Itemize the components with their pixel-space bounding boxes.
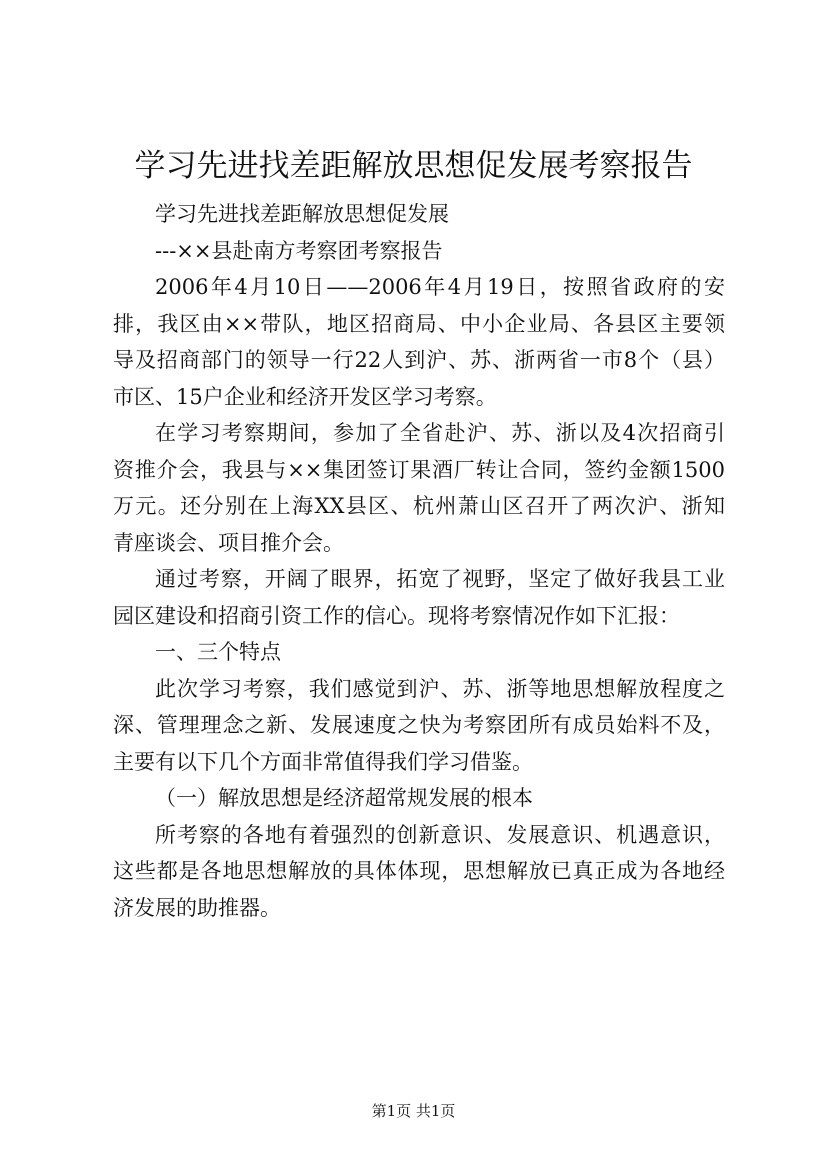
body-line: 万元。还分别在上海XX县区、杭州萧山区召开了两次沪、浙知 — [113, 494, 725, 518]
body-line: 深、管理理念之新、发展速度之快为考察团所有成员始料不及， — [113, 713, 725, 737]
body-line: 此次学习考察，我们感觉到沪、苏、浙等地思想解放程度之 — [155, 676, 725, 701]
body-line: 主要有以下几个方面非常值得我们学习借鉴。 — [113, 749, 533, 774]
body-line: 在学习考察期间，参加了全省赴沪、苏、浙以及4次招商引 — [155, 421, 725, 445]
body-line: ---××县赴南方考察团考察报告 — [155, 238, 443, 263]
body-line: 学习先进找差距解放思想促发展 — [155, 202, 449, 226]
document-body — [113, 196, 725, 926]
document-title: 学习先进找差距解放思想促发展考察报告 — [134, 148, 693, 184]
body-line: 一、三个特点 — [155, 640, 281, 664]
body-line: 所考察的各地有着强烈的创新意识、发展意识、机遇意识， — [155, 822, 725, 847]
body-line: 导及招商部门的领导一行22人到沪、苏、浙两省一市8个（县） — [113, 348, 725, 372]
body-line: （一）解放思想是经济超常规发展的根本 — [155, 786, 533, 810]
body-line: 通过考察，开阔了眼界，拓宽了视野，坚定了做好我县工业 — [155, 567, 725, 591]
body-line: 资推介会，我县与××集团签订果酒厂转让合同，签约金额1500 — [113, 457, 725, 482]
body-line: 青座谈会、项目推介会。 — [113, 530, 344, 555]
body-line: 园区建设和招商引资工作的信心。现将考察情况作如下汇报： — [113, 603, 680, 628]
body-line: 市区、15户企业和经济开发区学习考察。 — [113, 384, 497, 409]
page-footer: 第1页 共1页 — [371, 1102, 456, 1120]
body-line: 2006年4月10日——2006年4月19日，按照省政府的安 — [155, 275, 725, 299]
body-line: 排，我区由××带队，地区招商局、中小企业局、各县区主要领 — [113, 311, 725, 336]
body-line: 这些都是各地思想解放的具体体现，思想解放已真正成为各地经 — [113, 859, 725, 883]
body-line: 济发展的助推器。 — [113, 895, 281, 920]
